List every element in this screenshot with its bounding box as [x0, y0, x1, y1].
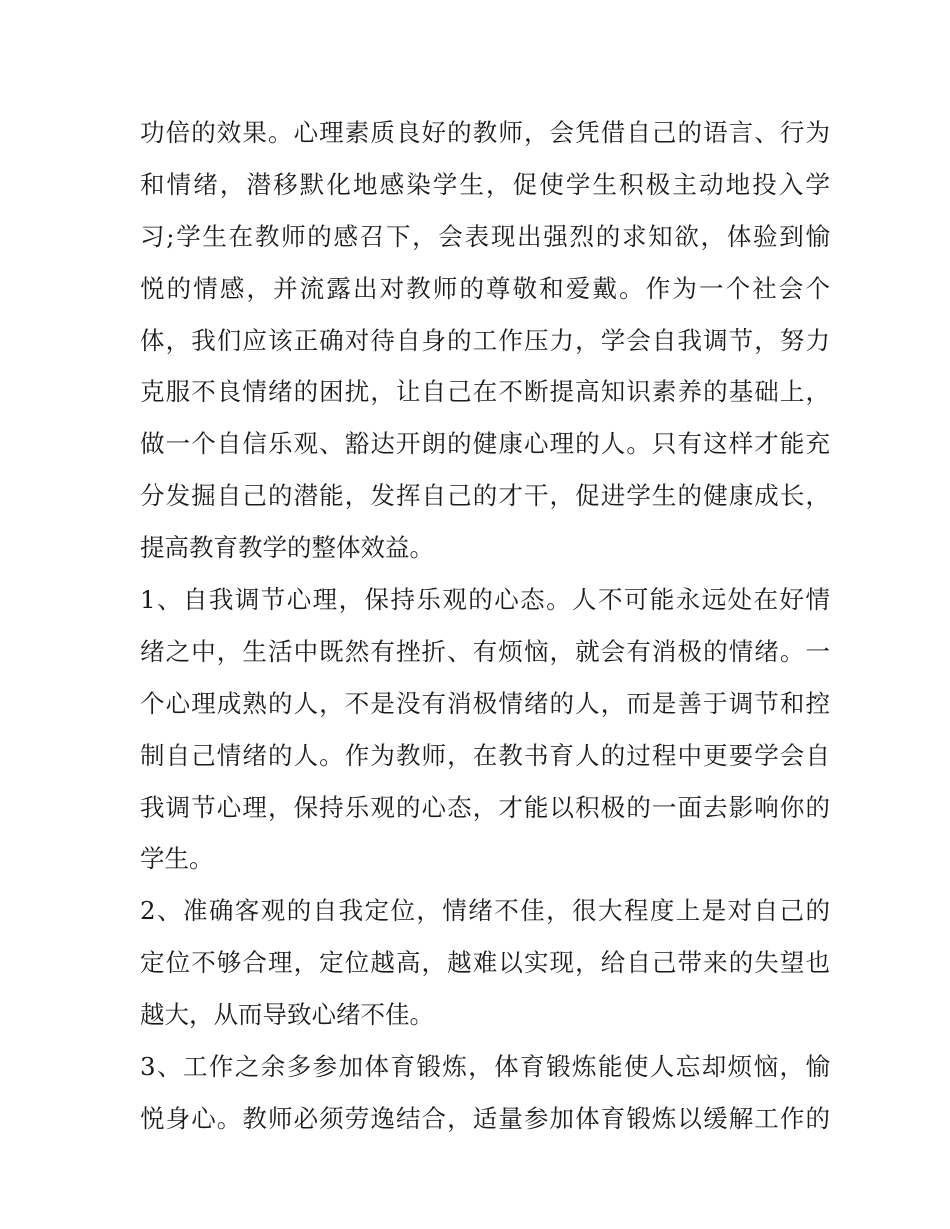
text-line: 定位不够合理，定位越高，越难以实现，给自己带来的失望也: [140, 948, 830, 978]
text-line: 悦的情感，并流露出对教师的尊敬和爱戴。作为一个社会个: [140, 273, 830, 303]
text-line: 我调节心理，保持乐观的心态，才能以积极的一面去影响你的: [140, 792, 830, 822]
paragraph-intro: [140, 107, 830, 574]
text-line: 1、自我调节心理，保持乐观的心态。人不可能永远处在好情: [140, 585, 830, 615]
body-text: [140, 107, 830, 1145]
text-line: 越大，从而导致心绪不佳。: [140, 1000, 434, 1030]
text-line: 提高教育教学的整体效益。: [140, 533, 434, 563]
text-line: 个心理成熟的人，不是没有消极情绪的人，而是善于调节和控: [140, 688, 830, 718]
text-line: 学生。: [140, 844, 214, 874]
text-line: 3、工作之余多参加体育锻炼，体育锻炼能使人忘却烦恼，愉: [140, 1052, 830, 1082]
text-line: 分发掘自己的潜能，发挥自己的才干，促进学生的健康成长，: [140, 481, 830, 511]
text-line: 悦身心。教师必须劳逸结合，适量参加体育锻炼以缓解工作的: [140, 1103, 830, 1133]
text-line: 功倍的效果。心理素质良好的教师，会凭借自己的语言、行为: [140, 118, 830, 147]
text-line: 制自己情绪的人。作为教师，在教书育人的过程中更要学会自: [140, 740, 830, 770]
paragraph-point-3: [140, 1041, 830, 1145]
paragraph-point-2: [140, 885, 830, 1041]
text-line: 克服不良情绪的困扰，让自己在不断提高知识素养的基础上，: [140, 377, 830, 407]
text-line: 体，我们应该正确对待自身的工作压力，学会自我调节，努力: [140, 325, 830, 355]
text-line: 2、准确客观的自我定位，情绪不佳，很大程度上是对自己的: [140, 896, 830, 926]
text-line: 和情绪，潜移默化地感染学生，促使学生积极主动地投入学: [140, 169, 830, 199]
paragraph-point-1: [140, 574, 830, 885]
text-line: 绪之中，生活中既然有挫折、有烦恼，就会有消极的情绪。一: [140, 636, 830, 666]
text-line: 习;学生在教师的感召下，会表现出强烈的求知欲，体验到愉: [140, 221, 830, 251]
text-line: 做一个自信乐观、豁达开朗的健康心理的人。只有这样才能充: [140, 429, 830, 459]
